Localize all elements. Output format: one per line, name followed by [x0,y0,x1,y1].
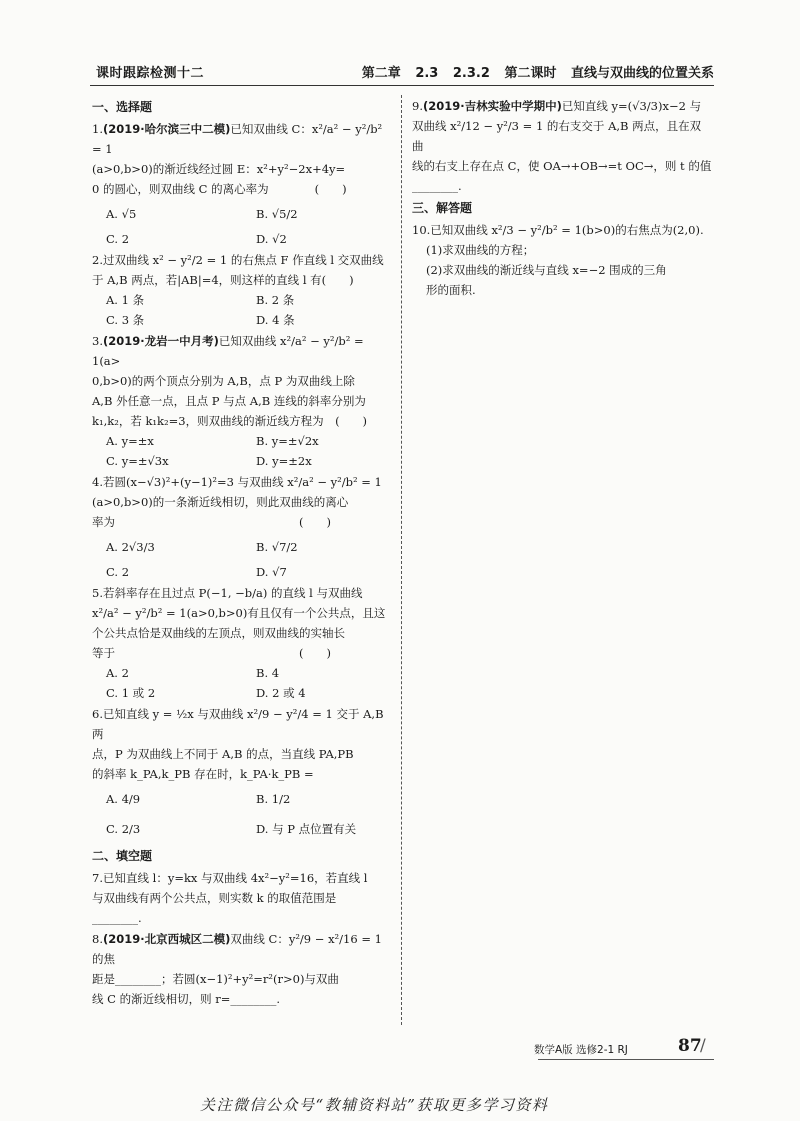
header-title: 课时跟踪检测十二 [96,66,205,81]
q9-source: (2019·吉林实验中学期中) [422,99,562,113]
q5-option-d: D. 2 或 4 [256,686,306,700]
q1-option-c: C. 2 [106,232,130,246]
q4-option-d: D. √7 [256,565,287,579]
q1-source: (2019·哈尔滨三中二模) [102,122,231,136]
q10-stem: 已知双曲线 x²/3 − y²/b² = 1(b>0)的右焦点为(2,0). [430,223,704,237]
q3-option-c: C. y=±√3x [106,454,169,468]
question-9 [412,96,712,196]
question-5 [92,583,392,703]
footer-rule [538,1059,714,1060]
question-10 [412,220,712,300]
q5-option-a: A. 2 [106,666,129,680]
q2-option-a: A. 1 条 [106,293,145,307]
q1-option-d: D. √2 [256,232,287,246]
header-breadcrumb [352,62,714,81]
q5-number: 5. [92,586,103,600]
q3-option-a: A. y=±x [106,434,154,448]
q4-option-b: B. √7/2 [256,540,298,554]
q9-stem: 已知直线 y=(√3/3)x−2 与 双曲线 x²/12 − y²/3 = 1 的右支交于 A,B 两点，且在双曲 线的右支上存在点 C，使 OA→+OB→=t OC→，则 t 的值 ________. [412,99,712,193]
q3-source: (2019·龙岩一中月考) [102,334,219,348]
page-number: 87 [678,1036,702,1056]
q5-stem: 若斜率存在且过点 P(−1, −b/a) 的直线 l 与双曲线 x²/a² − y²/b² = 1(a>0,b>0)有且仅有一个公共点，且这 个公共点恰是双曲线的左顶点，则双曲线的实轴长 等于 ( ) [92,586,386,660]
q5-option-b: B. 4 [256,666,280,680]
page-slash-decoration: / [700,1036,706,1056]
q2-stem: 过双曲线 x² − y²/2 = 1 的右焦点 F 作直线 l 交双曲线 于 A,B 两点，若|AB|=4，则这样的直线 l 有( ) [92,253,384,287]
q6-option-c: C. 2/3 [106,822,141,836]
question-8 [92,929,392,1009]
q2-number: 2. [92,253,103,267]
q3-option-b: B. y=±√2x [256,434,319,448]
q3-stem: 已知双曲线 x²/a² − y²/b² = 1(a> 0,b>0)的两个顶点分别为 A,B，点 P 为双曲线上除 A,B 外任意一点，且点 P 与点 A,B 连线的斜率分别为 k₁,k₂，若 k₁k₂=3，则双曲线的渐近线方程为 ( ) [92,334,368,428]
question-1 [92,119,392,249]
q10-number: 10. [412,223,431,237]
q10-part-2: (2)求双曲线的渐近线与直线 x=−2 围成的三角 形的面积. [426,263,667,297]
q4-option-a: A. 2√3/3 [106,540,155,554]
footer-book-label: 数学A版 选修2-1 RJ [534,1044,628,1056]
q6-number: 6. [92,707,103,721]
q8-stem: 双曲线 C：y²/9 − x²/16 = 1 的焦 距是________；若圆(x−1)²+y²=r²(r>0)与双曲 线 C 的渐近线相切，则 r=________. [92,932,382,1006]
section-title-choice: 一、选择题 [92,100,153,114]
header-subsection: 2.3.2 [452,66,490,81]
q8-number: 8. [92,932,103,946]
q3-number: 3. [92,334,103,348]
q9-number: 9. [412,99,423,113]
handwritten-note: 关注微信公众号“教辅资料站”获取更多学习资料 [200,1096,549,1114]
q6-stem: 已知直线 y = ½x 与双曲线 x²/9 − y²/4 = 1 交于 A,B 两 点，P 为双曲线上不同于 A,B 的点，当直线 PA,PB 的斜率 k_PA,k_PB 存在时，k_PA·k_PB = [92,707,384,781]
question-6 [92,704,392,844]
header-topic: 直线与双曲线的位置关系 [570,66,714,81]
q6-option-b: B. 1/2 [256,792,291,806]
q1-option-a: A. √5 [106,207,137,221]
q8-source: (2019·北京西城区二模) [102,932,231,946]
q1-option-b: B. √5/2 [256,207,298,221]
right-column [412,95,712,301]
section-title-answer: 三、解答题 [412,201,473,215]
q10-part-1: (1)求双曲线的方程； [426,243,535,257]
section-title-fill: 二、填空题 [92,849,153,863]
q4-number: 4. [92,475,103,489]
q7-number: 7. [92,871,103,885]
q4-stem: 若圆(x−√3)²+(y−1)²=3 与双曲线 x²/a² − y²/b² = 1 (a>0,b>0)的一条渐近线相切，则此双曲线的离心 率为 ( ) [92,475,382,529]
q3-option-d: D. y=±2x [256,454,312,468]
q5-option-c: C. 1 或 2 [106,686,156,700]
header-section: 2.3 [415,66,439,81]
q7-stem: 已知直线 l：y=kx 与双曲线 4x²−y²=16，若直线 l 与双曲线有两个公共点，则实数 k 的取值范围是 ________. [92,871,368,925]
header-rule [90,85,714,86]
q6-option-d: D. 与 P 点位置有关 [256,822,357,836]
question-2 [92,250,392,330]
q2-option-c: C. 3 条 [106,313,145,327]
q2-option-b: B. 2 条 [256,293,295,307]
question-4 [92,472,392,582]
q4-option-c: C. 2 [106,565,130,579]
q6-option-a: A. 4/9 [106,792,141,806]
left-column [92,95,392,1010]
header-chapter: 第二章 [361,66,401,81]
q1-number: 1. [92,122,103,136]
question-3 [92,331,392,471]
question-7 [92,868,392,928]
q1-stem: 已知双曲线 C：x²/a² − y²/b² = 1 (a>0,b>0)的渐近线经过圆 E：x²+y²−2x+4y= 0 的圆心，则双曲线 C 的离心率为 ( ) [92,122,383,196]
q2-option-d: D. 4 条 [256,313,295,327]
header-lesson: 第二课时 [504,66,557,81]
